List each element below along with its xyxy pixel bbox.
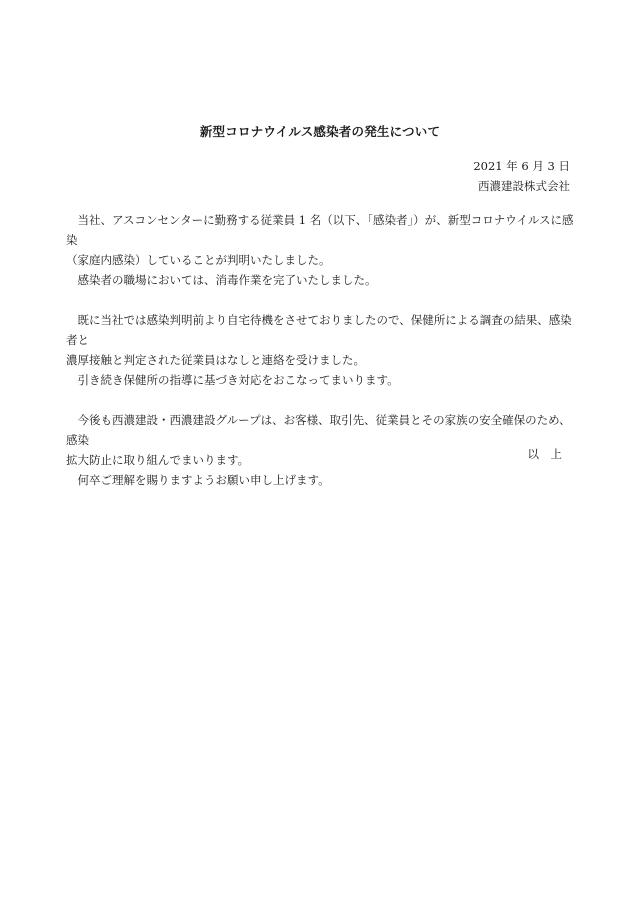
- paragraph-contact-tracing: 既に当社では感染判明前より自宅待機をさせておりましたので、保健所による調査の結果、感染者と 濃厚接触と判定された従業員はなしと連絡を受けました。 引き続き保健所の指導に基づき対応をおこなってまいります。: [66, 313, 572, 387]
- company-name: 西濃建設株式会社: [478, 179, 570, 193]
- document-date: 2021 年 6 月 3 日: [473, 159, 570, 173]
- document-title: 新型コロナウイルス感染者の発生について: [199, 124, 441, 139]
- closing-mark: 以 上: [527, 447, 562, 461]
- paragraph-prevention: 今後も西濃建設・西濃建設グループは、お客様、取引先、従業員とその家族の安全確保のため、感染 拡大防止に取り組んでまいります。 何卒ご理解を賜りますようお願い申し上げます。: [66, 413, 571, 487]
- document-body: [66, 210, 578, 510]
- paragraph-infection-report: 当社、アスコンセンターに勤務する従業員 1 名（以下、「感染者」）が、新型コロナウイルスに感染 （家庭内感染）していることが判明いたしました。 感染者の職場においては、消毒作業を完了いたしました。: [66, 213, 574, 287]
- document-meta: [473, 156, 570, 196]
